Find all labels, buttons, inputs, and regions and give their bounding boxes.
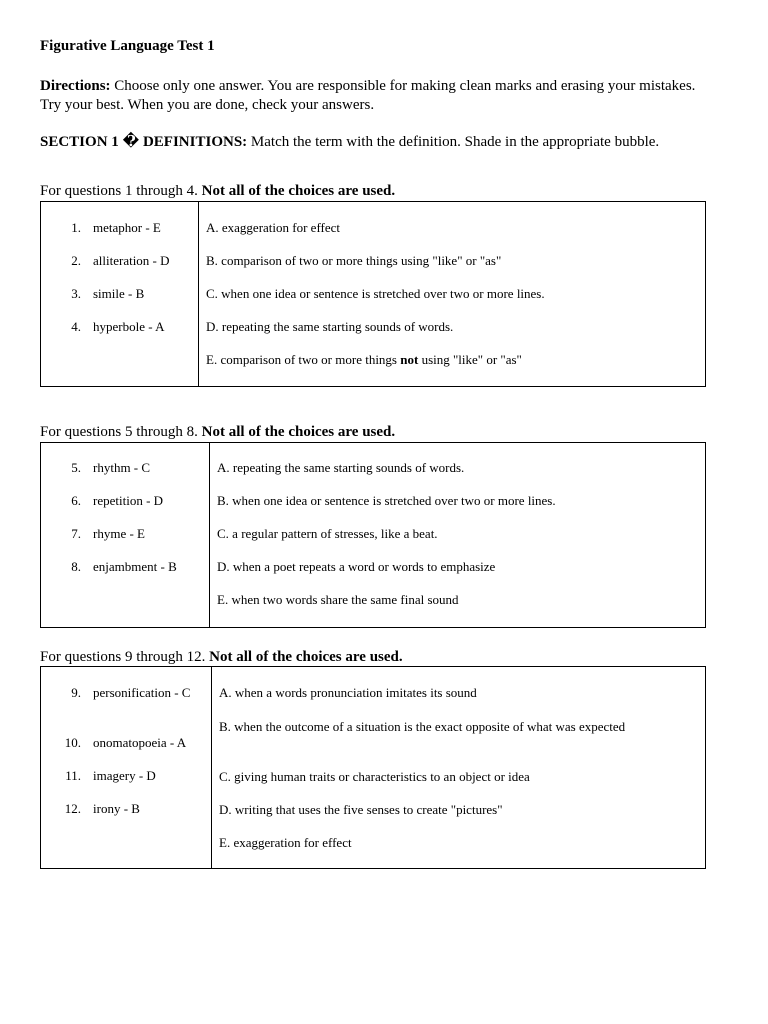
- question-item: [41, 526, 209, 543]
- question-number: 3.: [71, 286, 81, 301]
- question-number: 10.: [64, 735, 81, 750]
- page-title: Figurative Language Test 1: [40, 38, 215, 54]
- question-text: rhythm - C: [93, 460, 151, 475]
- emphasis-not: not: [400, 352, 419, 367]
- question-number: 7.: [71, 526, 81, 541]
- question-item: [41, 768, 211, 785]
- question-number: 5.: [71, 460, 81, 475]
- question-item: [41, 220, 198, 237]
- question-text: metaphor - E: [93, 220, 161, 235]
- group-intro-text: For questions 5 through 8.: [40, 424, 198, 440]
- question-number: 12.: [64, 801, 81, 816]
- question-item: [41, 286, 198, 303]
- group-note: Not all of the choices are used.: [209, 649, 403, 665]
- section-text: Match the term with the definition. Shade in the appropriate bubble.: [250, 134, 660, 150]
- definitions-column: [199, 202, 706, 387]
- definition-item: C. a regular pattern of stresses, like a beat.: [217, 526, 438, 541]
- definition-item-emphasized: [206, 352, 705, 369]
- group-2-intro: [40, 423, 395, 442]
- terms-column: [41, 443, 210, 628]
- matching-table-2: [40, 442, 706, 628]
- question-text: simile - B: [93, 286, 145, 301]
- definition-item: A. exaggeration for effect: [206, 220, 341, 235]
- definition-item: C. when one idea or sentence is stretched over two or more lines.: [206, 286, 545, 301]
- question-number: 6.: [71, 493, 81, 508]
- terms-column: [41, 667, 212, 869]
- question-text: irony - B: [93, 801, 140, 816]
- matching-table-3: [40, 666, 706, 869]
- definition-item: A. repeating the same starting sounds of words.: [217, 460, 465, 475]
- question-text: imagery - D: [93, 768, 156, 783]
- definition-item: D. repeating the same starting sounds of words.: [206, 319, 454, 334]
- question-text: enjambment - B: [93, 559, 177, 574]
- question-item: [41, 735, 211, 752]
- group-3-intro: [40, 648, 403, 667]
- question-number: 9.: [71, 685, 81, 700]
- question-number: 1.: [71, 220, 81, 235]
- section-label: SECTION 1 � DEFINITIONS:: [40, 134, 248, 150]
- definition-item: D. writing that uses the five senses to create "pictures": [219, 802, 503, 817]
- definition-item: E. exaggeration for effect: [219, 835, 352, 850]
- question-text: rhyme - E: [93, 526, 145, 541]
- terms-column: [41, 202, 199, 387]
- section-heading: [40, 133, 708, 152]
- question-item: [41, 460, 209, 477]
- definition-item: D. when a poet repeats a word or words to emphasize: [217, 559, 496, 574]
- question-text: repetition - D: [93, 493, 164, 508]
- definitions-column: [210, 443, 706, 628]
- definition-item: B. comparison of two or more things using "like" or "as": [206, 253, 502, 268]
- group-intro-text: For questions 1 through 4.: [40, 183, 198, 199]
- group-1-intro: [40, 182, 395, 201]
- matching-table-1: [40, 201, 706, 387]
- definition-item: E. when two words share the same final sound: [217, 592, 459, 607]
- definitions-column: [212, 667, 706, 869]
- group-intro-text: For questions 9 through 12.: [40, 649, 206, 665]
- question-number: 2.: [71, 253, 81, 268]
- group-note: Not all of the choices are used.: [201, 183, 396, 199]
- question-number: 4.: [71, 319, 81, 334]
- question-item: [41, 319, 198, 336]
- definition-item: B. when the outcome of a situation is the exact opposite of what was expected: [219, 719, 626, 734]
- question-item: [41, 801, 211, 818]
- question-number: 8.: [71, 559, 81, 574]
- question-text: onomatopoeia - A: [93, 735, 187, 750]
- definition-item: A. when a words pronunciation imitates its sound: [219, 685, 477, 700]
- directions: [40, 77, 708, 115]
- question-item: [41, 685, 211, 718]
- directions-text: Choose only one answer. You are responsible for making clean marks and erasing your mistakes. Try your best. When you are done, check your answers.: [40, 78, 696, 113]
- directions-label: Directions:: [40, 78, 111, 94]
- question-item: [41, 493, 209, 510]
- question-item: [41, 559, 209, 576]
- definition-e-text: E. comparison of two or more things not using "like" or "as": [206, 352, 522, 367]
- question-text: alliteration - D: [93, 253, 170, 268]
- question-number: 11.: [65, 768, 81, 783]
- definition-item: B. when one idea or sentence is stretched over two or more lines.: [217, 493, 556, 508]
- question-item: [41, 253, 198, 270]
- question-text: hyperbole - A: [93, 319, 165, 334]
- question-text: personification - C: [93, 685, 191, 700]
- group-note: Not all of the choices are used.: [201, 424, 396, 440]
- definition-item: C. giving human traits or characteristics to an object or idea: [219, 769, 530, 784]
